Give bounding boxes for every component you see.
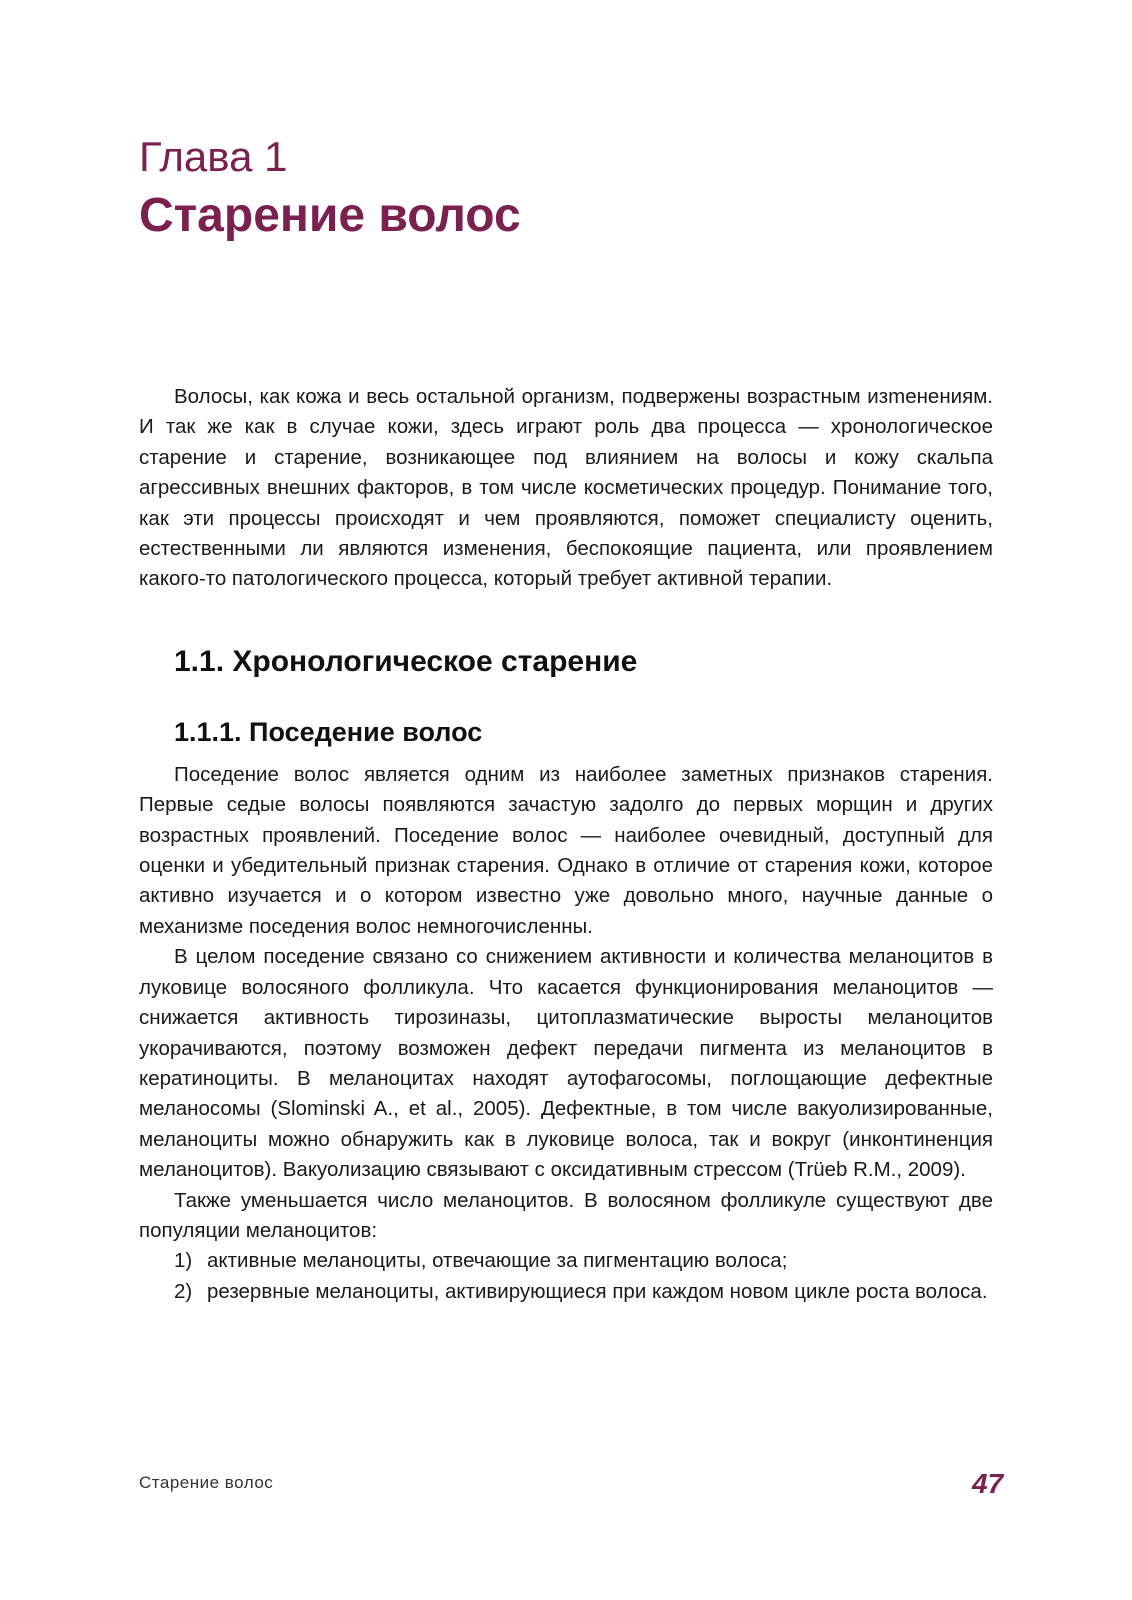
running-footer-title: Старение волос (139, 1473, 274, 1492)
intro-paragraph: Волосы, как кожа и весь остальной организм, подвержены возрастным изmенениям. И так же как в случае кожи, здесь играют роль два процесса — хронологическое старение и старение, возникающее под влиянием на волосы и кожу скальпа агрессивных внешних факторов, в том числе косметических процедур. Понимание того, как эти процессы происходят и чем проявляются, поможет специалисту оценить, естественными ли являются изменения, беспокоящие пациента, или проявлением какого-то патологического процесса, который требует активной терапии. (139, 385, 993, 591)
list-item (139, 1246, 993, 1276)
body-paragraph: В целом поседение связано со снижением активности и количества меланоцитов в луковице волосяного фолликула. Что касается функционирования меланоцитов — снижается активность тирозиназы, цитоплазматические выросты меланоцитов укорачиваются, поэтому возможен дефект передачи пигмента из меланоцитов в кератиноциты. В меланоцитах находят аутофагосомы, поглощающие дефектные меланосомы (Slominski A., et al., 2005). Дефектные, в том числе вакуолизированные, меланоциты можно обнаружить как в луковице волоса, так и вокруг (инконтиненция меланоцитов). Вакуолизацию связывают с оксидативным стрессом (Trüeb R.M., 2009). (139, 945, 993, 1182)
list-item-text: резервные меланоциты, активирующиеся при каждом новом цикле роста волоса. (207, 1279, 988, 1303)
section-heading: 1.1. Хронологическое старение (174, 644, 638, 678)
body-paragraph: Также уменьшается число меланоцитов. В волосяном фолликуле существуют две популяции меланоцитов: (139, 1188, 993, 1242)
page-number: 47 (972, 1468, 1004, 1499)
list-item (139, 1277, 993, 1307)
subsection-heading: 1.1.1. Поседение волос (174, 716, 483, 747)
body-paragraph: Поседение волос является одним из наиболее заметных признаков старения. Первые седые волосы появляются зачастую задолго до первых морщин и других возрастных проявлений. Поседение волос — наиболее очевидный, доступный для оценки и убедительный признак старения. Однако в отличие от старения кожи, которое активно изучается и о котором известно уже довольно много, научные данные о механизме поседения волос немногочисленны. (139, 762, 993, 938)
list-item-number: 1) (174, 1249, 193, 1273)
chapter-label: Глава 1 (139, 133, 288, 180)
numbered-list (139, 1246, 993, 1307)
body-content (139, 382, 993, 1307)
list-item-text: активные меланоциты, отвечающие за пигментацию волоса; (207, 1249, 788, 1273)
list-item-number: 2) (174, 1279, 193, 1303)
chapter-title: Старение волос (139, 189, 521, 242)
